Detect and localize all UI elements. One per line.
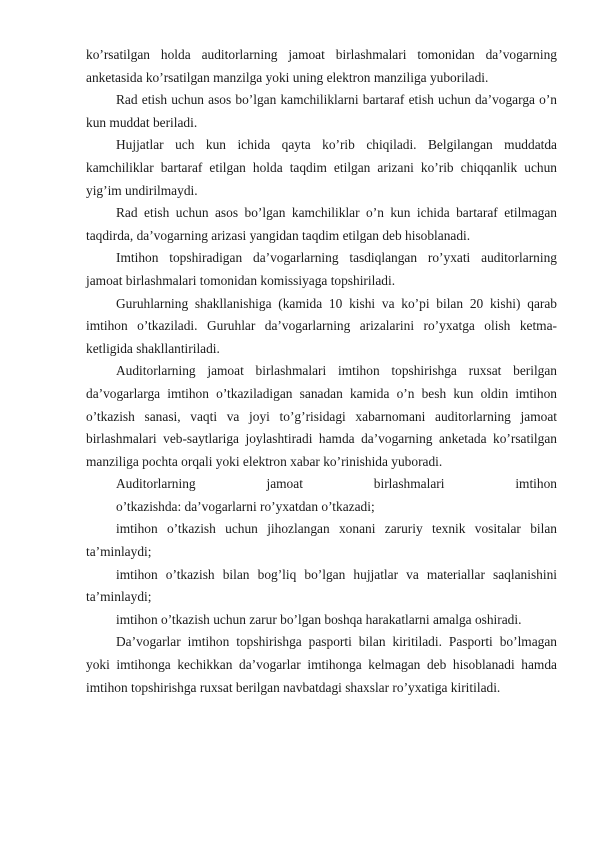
paragraph-10: imtihon o’tkazish uchun jihozlangan xonani zaruriy texnik vositalar bilan ta’minlaydi; <box>86 521 557 560</box>
paragraph-2: Rad etish uchun asos bo’lgan kamchiliklarni bartaraf etish uchun da’vogarga o’n kun muddat beriladi. <box>86 92 557 130</box>
paragraph-8: Auditorlarning jamoat birlashmalari imtihon <box>116 476 557 492</box>
paragraph-1: ko’rsatilgan holda auditorlarning jamoat birlashmalari tomonidan da’vogarning anketasida ko’rsatilgan manzilga yoki uning elektron manziliga yuboriladi. <box>86 47 557 85</box>
paragraph-5: Imtihon topshiradigan da’vogarlarning tasdiqlangan ro’yxati auditorlarning jamoat birlashmalari tomonidan komissiyaga topshiriladi. <box>86 250 557 288</box>
paragraph-9: o’tkazishda: da’vogarlarni ro’yxatdan o’tkazadi; <box>116 498 375 514</box>
paragraph-12: imtihon o’tkazish uchun zarur bo’lgan boshqa harakatlarni amalga oshiradi. <box>116 611 522 627</box>
paragraph-11: imtihon o’tkazish bilan bog’liq bo’lgan hujjatlar va materiallar saqlanishini ta’minlaydi; <box>86 566 557 605</box>
paragraph-7: Auditorlarning jamoat birlashmalari imtihon topshirishga ruxsat berilgan da’vogarlarga imtihon o’tkaziladigan sanadan kamida o’n besh kun oldin imtihon o’tkazish sanasi, vaqti va joyi to’g’risidagi xabarnomani auditorlarning jamoat birlashmalari veb-saytlariga joylashtiradi hamda da’vogarning anketada ko’rsatilgan manziliga pochta orqali yoki elektron xabar ko’rinishida yuboradi. <box>86 363 557 469</box>
paragraph-6: Guruhlarning shakllanishiga (kamida 10 kishi va ko’pi bilan 20 kishi) qarab imtihon o’tkaziladi. Guruhlar da’vogarlarning arizalarini ro’yxatga olish ketma-ketligida shakllantiriladi. <box>86 295 557 356</box>
paragraph-3: Hujjatlar uch kun ichida qayta ko’rib chiqiladi. Belgilangan muddatda kamchiliklar bartaraf etilgan holda taqdim etilgan arizani ko’rib chiqqanlik uchun yig’im undirilmaydi. <box>86 137 557 198</box>
paragraph-4: Rad etish uchun asos bo’lgan kamchiliklar o’n kun ichida bartaraf etilmagan taqdirda, da’vogarning arizasi yangidan taqdim etilgan deb hisoblanadi. <box>86 205 557 243</box>
document-page <box>86 44 557 699</box>
paragraph-13: Da’vogarlar imtihon topshirishga pasporti bilan kiritiladi. Pasporti bo’lmagan yoki imtihonga kechikkan da’vogarlar imtihonga kelmagan deb hisoblanadi hamda imtihon topshirishga ruxsat berilgan navbatdagi shaxslar ro’yxatiga kiritiladi. <box>86 634 557 695</box>
